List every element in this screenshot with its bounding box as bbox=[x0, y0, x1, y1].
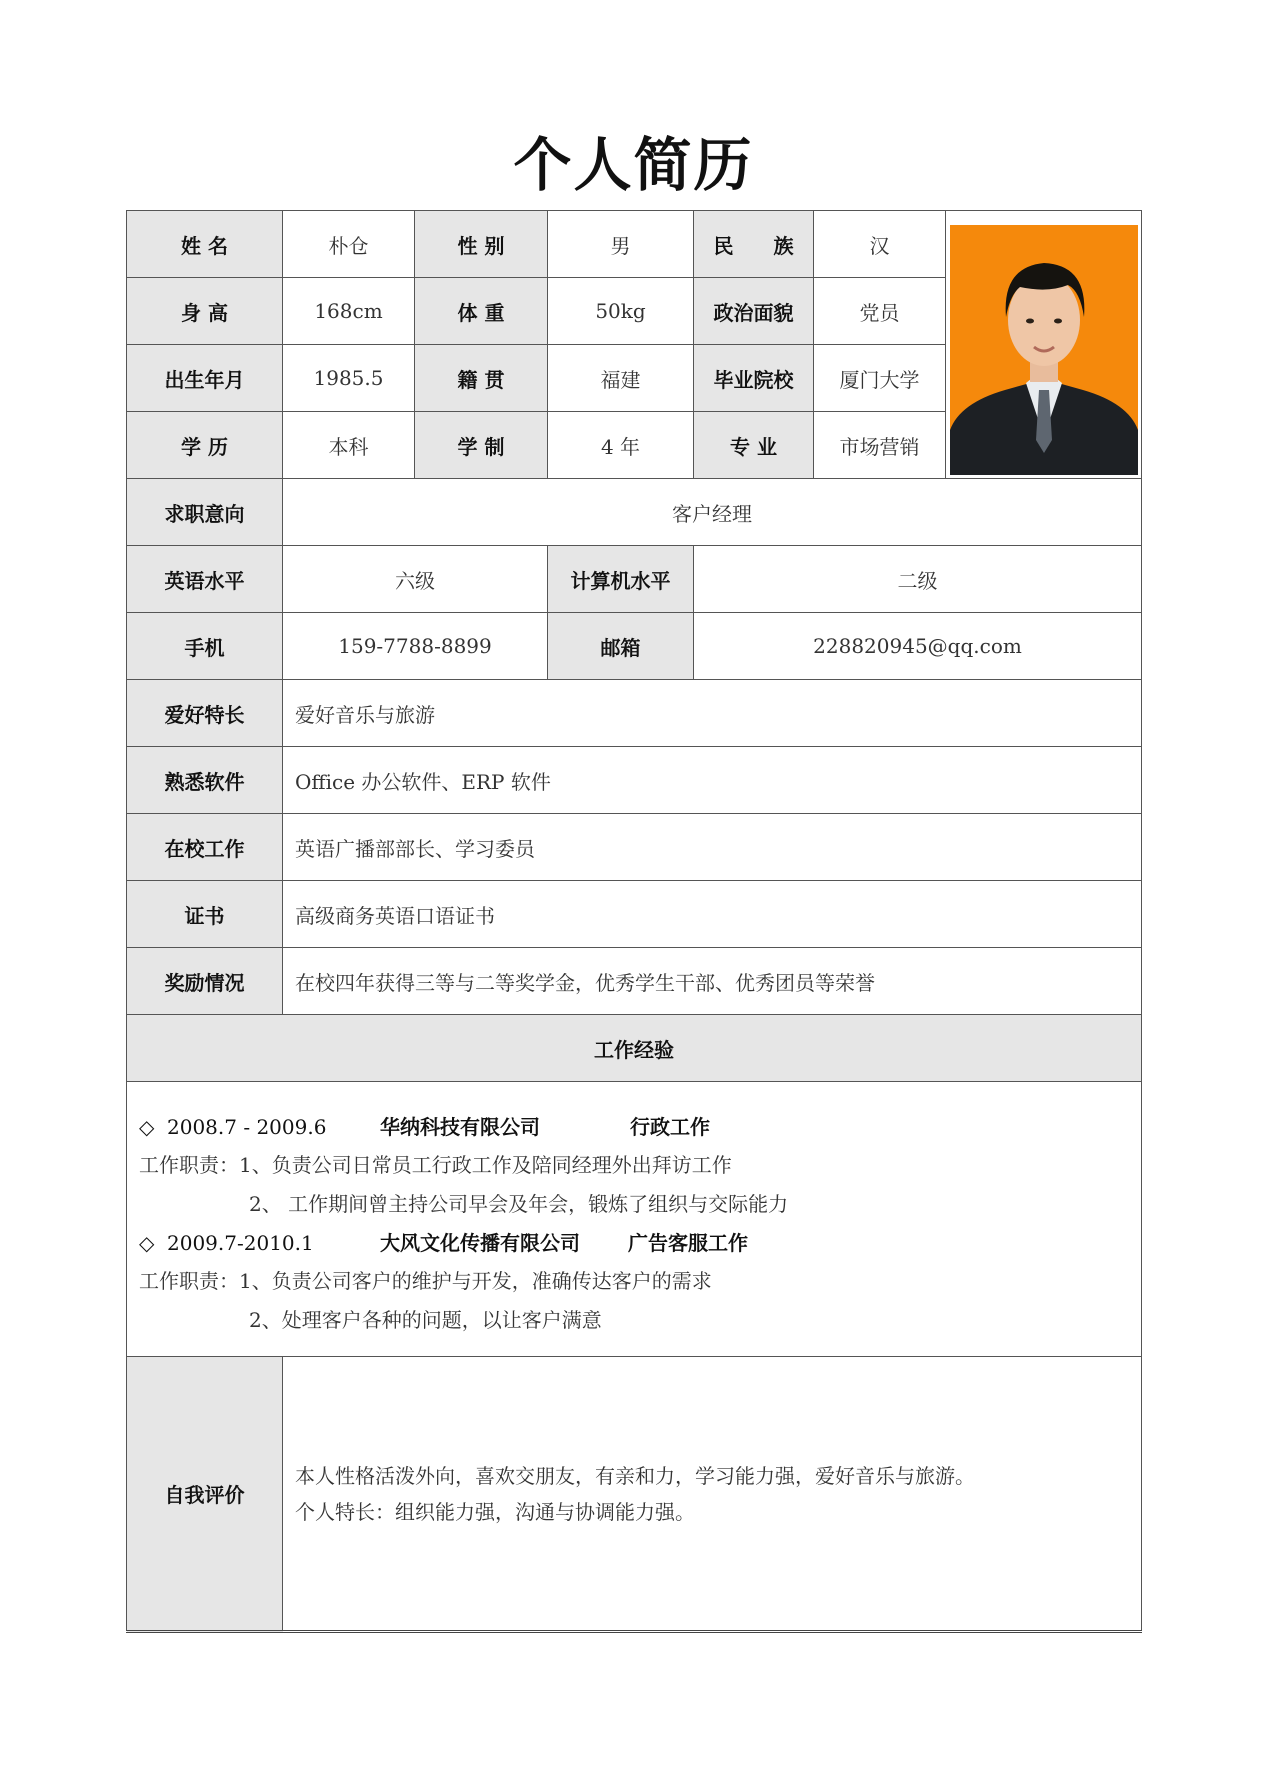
self-eval-line: 本人性格活泼外向，喜欢交朋友，有亲和力，学习能力强，爱好音乐与旅游。 bbox=[295, 1463, 975, 1488]
work-section-title: 工作经验 bbox=[127, 1015, 1142, 1082]
job-entry-1 bbox=[139, 1108, 1127, 1146]
job-company: 华纳科技有限公司 bbox=[380, 1115, 540, 1139]
duration-label: 学 制 bbox=[415, 412, 548, 479]
person-photo-icon bbox=[950, 225, 1138, 475]
intent-row bbox=[127, 479, 1142, 546]
native-label: 籍 贯 bbox=[415, 345, 548, 412]
phone-label: 手机 bbox=[127, 613, 283, 680]
education-label: 学 历 bbox=[127, 412, 283, 479]
birth-label: 出生年月 bbox=[127, 345, 283, 412]
email-label: 邮箱 bbox=[548, 613, 694, 680]
major-value: 市场营销 bbox=[814, 412, 946, 479]
phone-value: 159-7788-8899 bbox=[283, 613, 548, 680]
computer-label: 计算机水平 bbox=[548, 546, 694, 613]
self-eval-text bbox=[283, 1357, 1142, 1632]
weight-label: 体 重 bbox=[415, 278, 548, 345]
job-duty: 工作职责：1、负责公司客户的维护与开发，准确传达客户的需求 bbox=[139, 1269, 712, 1293]
detail-row-hobbies bbox=[127, 680, 1142, 747]
self-eval-row bbox=[127, 1357, 1142, 1632]
diamond-icon: ◇ bbox=[139, 1115, 155, 1139]
ethnicity-value: 汉 bbox=[814, 211, 946, 278]
detail-value: 英语广播部部长、学习委员 bbox=[283, 814, 1142, 881]
gender-label: 性 别 bbox=[415, 211, 548, 278]
work-experience bbox=[127, 1082, 1142, 1357]
self-eval-line: 个人特长：组织能力强，沟通与协调能力强。 bbox=[295, 1499, 695, 1524]
name-label: 姓 名 bbox=[127, 211, 283, 278]
intent-label: 求职意向 bbox=[127, 479, 283, 546]
work-section-header bbox=[127, 1015, 1142, 1082]
work-experience-row bbox=[127, 1082, 1142, 1357]
ethnicity-label: 民 族 bbox=[694, 211, 814, 278]
detail-row-campus-work bbox=[127, 814, 1142, 881]
detail-value: 高级商务英语口语证书 bbox=[283, 881, 1142, 948]
diamond-icon: ◇ bbox=[139, 1231, 155, 1255]
job-duty: 工作职责：1、负责公司日常员工行政工作及陪同经理外出拜访工作 bbox=[139, 1153, 732, 1177]
job-period: 2008.7 - 2009.6 bbox=[167, 1115, 327, 1139]
major-label: 专 业 bbox=[694, 412, 814, 479]
detail-value: Office 办公软件、ERP 软件 bbox=[283, 747, 1142, 814]
education-value: 本科 bbox=[283, 412, 415, 479]
detail-value: 在校四年获得三等与二等奖学金，优秀学生干部、优秀团员等荣誉 bbox=[283, 948, 1142, 1015]
contact-row bbox=[127, 613, 1142, 680]
skills-row bbox=[127, 546, 1142, 613]
resume-table bbox=[126, 210, 1142, 1633]
gender-value: 男 bbox=[548, 211, 694, 278]
detail-row-awards bbox=[127, 948, 1142, 1015]
political-label: 政治面貌 bbox=[694, 278, 814, 345]
school-label: 毕业院校 bbox=[694, 345, 814, 412]
self-eval-label: 自我评价 bbox=[127, 1357, 283, 1632]
detail-label: 爱好特长 bbox=[127, 680, 283, 747]
english-label: 英语水平 bbox=[127, 546, 283, 613]
detail-label: 在校工作 bbox=[127, 814, 283, 881]
page-title: 个人简历 bbox=[513, 131, 754, 199]
job-duty: 2、 工作期间曾主持公司早会及年会，锻炼了组织与交际能力 bbox=[249, 1192, 789, 1216]
intent-value: 客户经理 bbox=[283, 479, 1142, 546]
job-position: 广告客服工作 bbox=[628, 1231, 748, 1255]
job-entry-2 bbox=[139, 1224, 1127, 1262]
native-value: 福建 bbox=[548, 345, 694, 412]
detail-value: 爱好音乐与旅游 bbox=[283, 680, 1142, 747]
english-value: 六级 bbox=[283, 546, 548, 613]
job-position: 行政工作 bbox=[630, 1115, 710, 1139]
height-value: 168cm bbox=[283, 278, 415, 345]
weight-value: 50kg bbox=[548, 278, 694, 345]
birth-value: 1985.5 bbox=[283, 345, 415, 412]
detail-row-certificates bbox=[127, 881, 1142, 948]
height-label: 身 高 bbox=[127, 278, 283, 345]
photo-cell bbox=[946, 211, 1142, 479]
detail-label: 熟悉软件 bbox=[127, 747, 283, 814]
name-value: 朴仓 bbox=[283, 211, 415, 278]
email-value: 228820945@qq.com bbox=[694, 613, 1142, 680]
job-duty: 2、处理客户各种的问题，以让客户满意 bbox=[249, 1308, 602, 1332]
detail-label: 奖励情况 bbox=[127, 948, 283, 1015]
computer-value: 二级 bbox=[694, 546, 1142, 613]
political-value: 党员 bbox=[814, 278, 946, 345]
job-period: 2009.7-2010.1 bbox=[167, 1231, 314, 1255]
duration-value: 4 年 bbox=[548, 412, 694, 479]
basic-row-1 bbox=[127, 211, 1142, 278]
detail-label: 证书 bbox=[127, 881, 283, 948]
school-value: 厦门大学 bbox=[814, 345, 946, 412]
job-company: 大风文化传播有限公司 bbox=[380, 1231, 580, 1255]
detail-row-software bbox=[127, 747, 1142, 814]
